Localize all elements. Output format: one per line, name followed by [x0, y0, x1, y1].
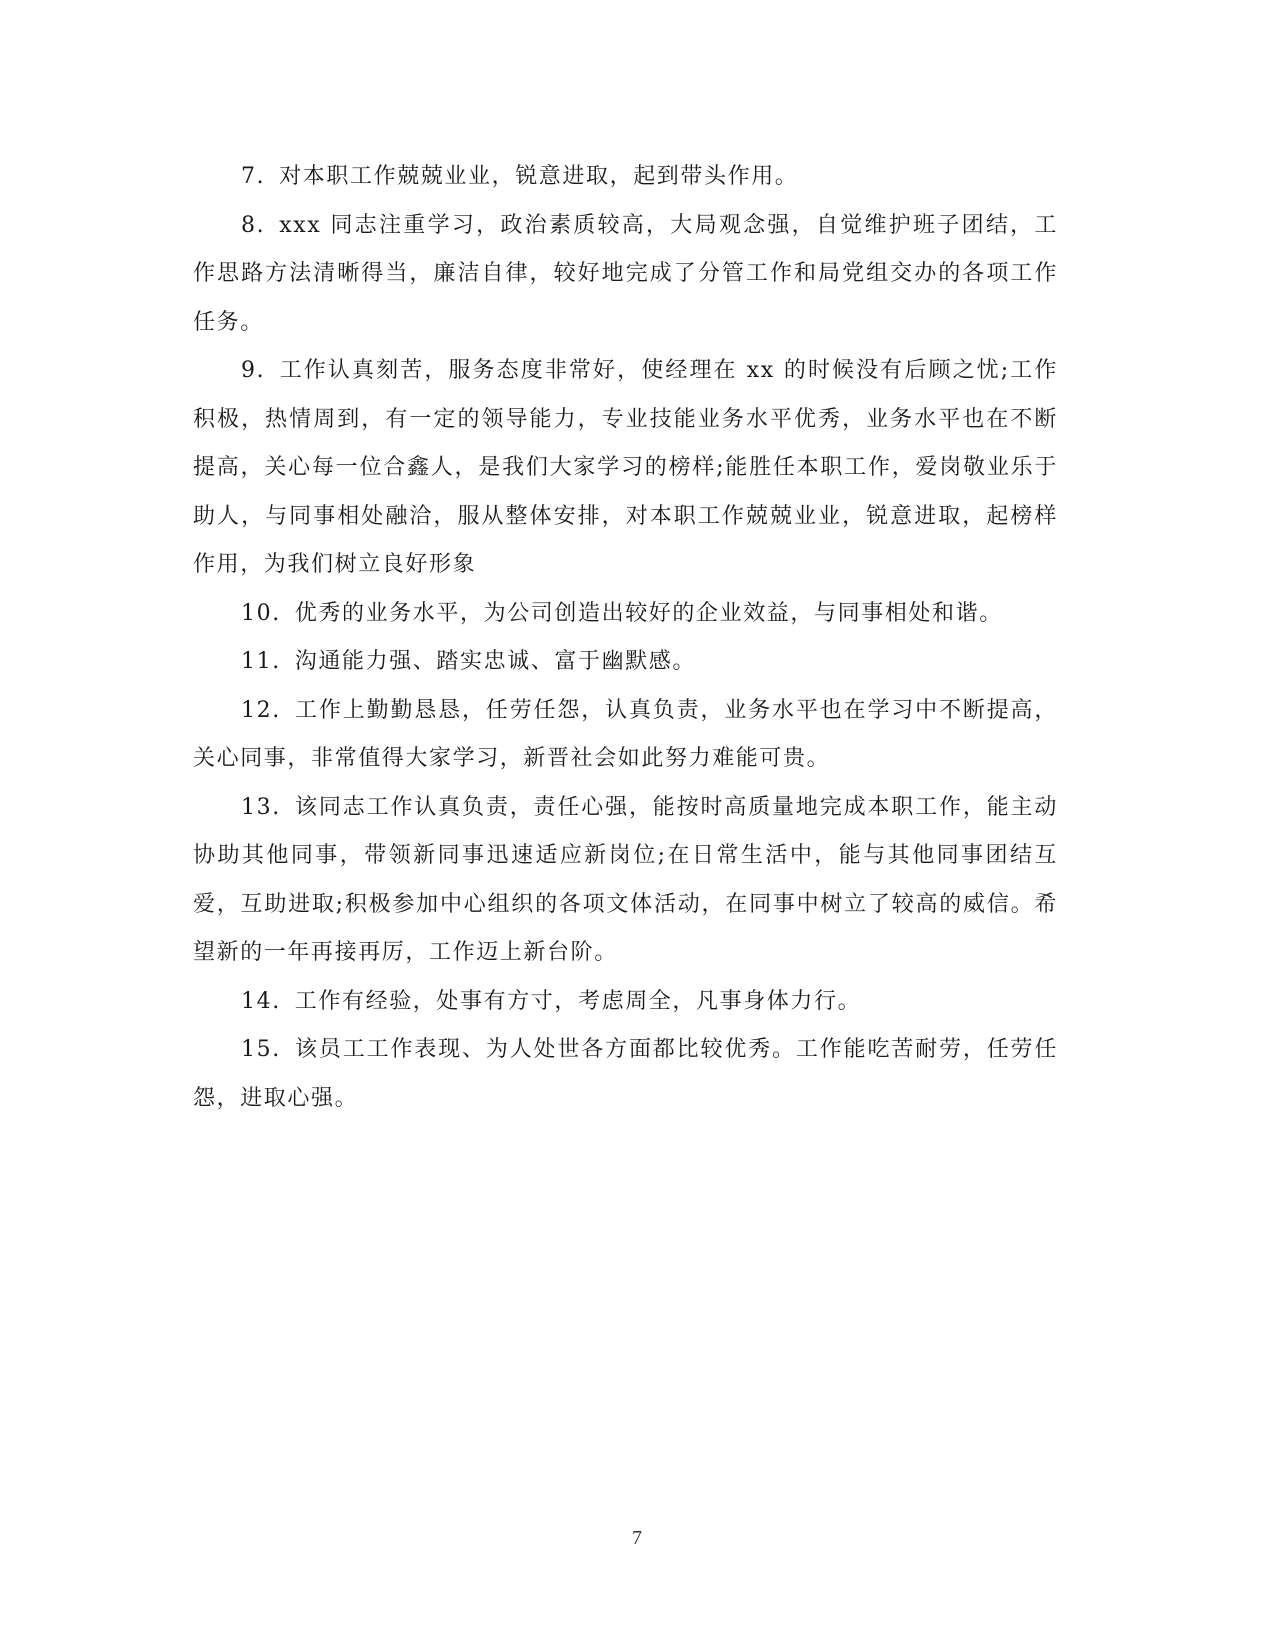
item-text: 工作上勤勤恳恳，任劳任怨，认真负责，业务水平也在学习中不断提高，关心同事，非常值得大家学习，新晋社会如此努力难能可贵。 [193, 697, 1058, 771]
item-text: 对本职工作兢兢业业，锐意进取，起到带头作用。 [279, 164, 799, 189]
list-item [193, 687, 1058, 784]
item-number: 11. [241, 649, 281, 674]
item-number: 10. [241, 600, 281, 626]
item-text: 工作有经验，处事有方寸，考虑周全，凡事身体力行。 [294, 988, 862, 1014]
item-number: 15. [241, 1037, 281, 1062]
item-text: 沟通能力强、踏实忠诚、富于幽默感。 [294, 649, 696, 674]
item-text: 该员工工作表现、为人处世各方面都比较优秀。工作能吃苦耐劳，任劳任怨，进取心强。 [193, 1037, 1058, 1111]
item-text: xxx 同志注重学习，政治素质较高，大局观念强，自觉维护班子团结，工作思路方法清晰得当，廉洁自律，较好地完成了分管工作和局党组交办的各项工作任务。 [193, 212, 1058, 335]
list-item [193, 978, 1058, 1027]
list-item [193, 347, 1058, 590]
item-number: 13. [241, 794, 281, 820]
document-body [193, 153, 1058, 1123]
item-number: 12. [241, 697, 281, 723]
list-item [193, 590, 1058, 639]
item-number: 9. [241, 358, 266, 383]
list-item [193, 638, 1058, 687]
item-number: 8. [241, 212, 266, 238]
item-number: 7. [241, 164, 266, 189]
list-item [193, 202, 1058, 348]
item-text: 工作认真刻苦，服务态度非常好，使经理在 xx 的时候没有后顾之忧;工作积极，热情周到，有一定的领导能力，专业技能业务水平优秀，业务水平也在不断提高，关心每一位合鑫人，是我们大家学习的榜样;能胜任本职工作，爱岗敬业乐于助人，与同事相处融洽，服从整体安排，对本职工作兢兢业业，锐意进取，起榜样作用，为我们树立良好形象 [193, 358, 1058, 577]
item-text: 优秀的业务水平，为公司创造出较好的企业效益，与同事相处和谐。 [294, 600, 1003, 626]
list-item [193, 1026, 1058, 1123]
list-item [193, 153, 1058, 202]
item-number: 14. [241, 988, 281, 1014]
list-item [193, 784, 1058, 978]
item-text: 该同志工作认真负责，责任心强，能按时高质量地完成本职工作，能主动协助其他同事，带领新同事迅速适应新岗位;在日常生活中，能与其他同事团结互爱，互助进取;积极参加中心组织的各项文体活动，在同事中树立了较高的威信。希望新的一年再接再厉，工作迈上新台阶。 [193, 794, 1058, 965]
page-number: 7 [632, 1527, 642, 1549]
